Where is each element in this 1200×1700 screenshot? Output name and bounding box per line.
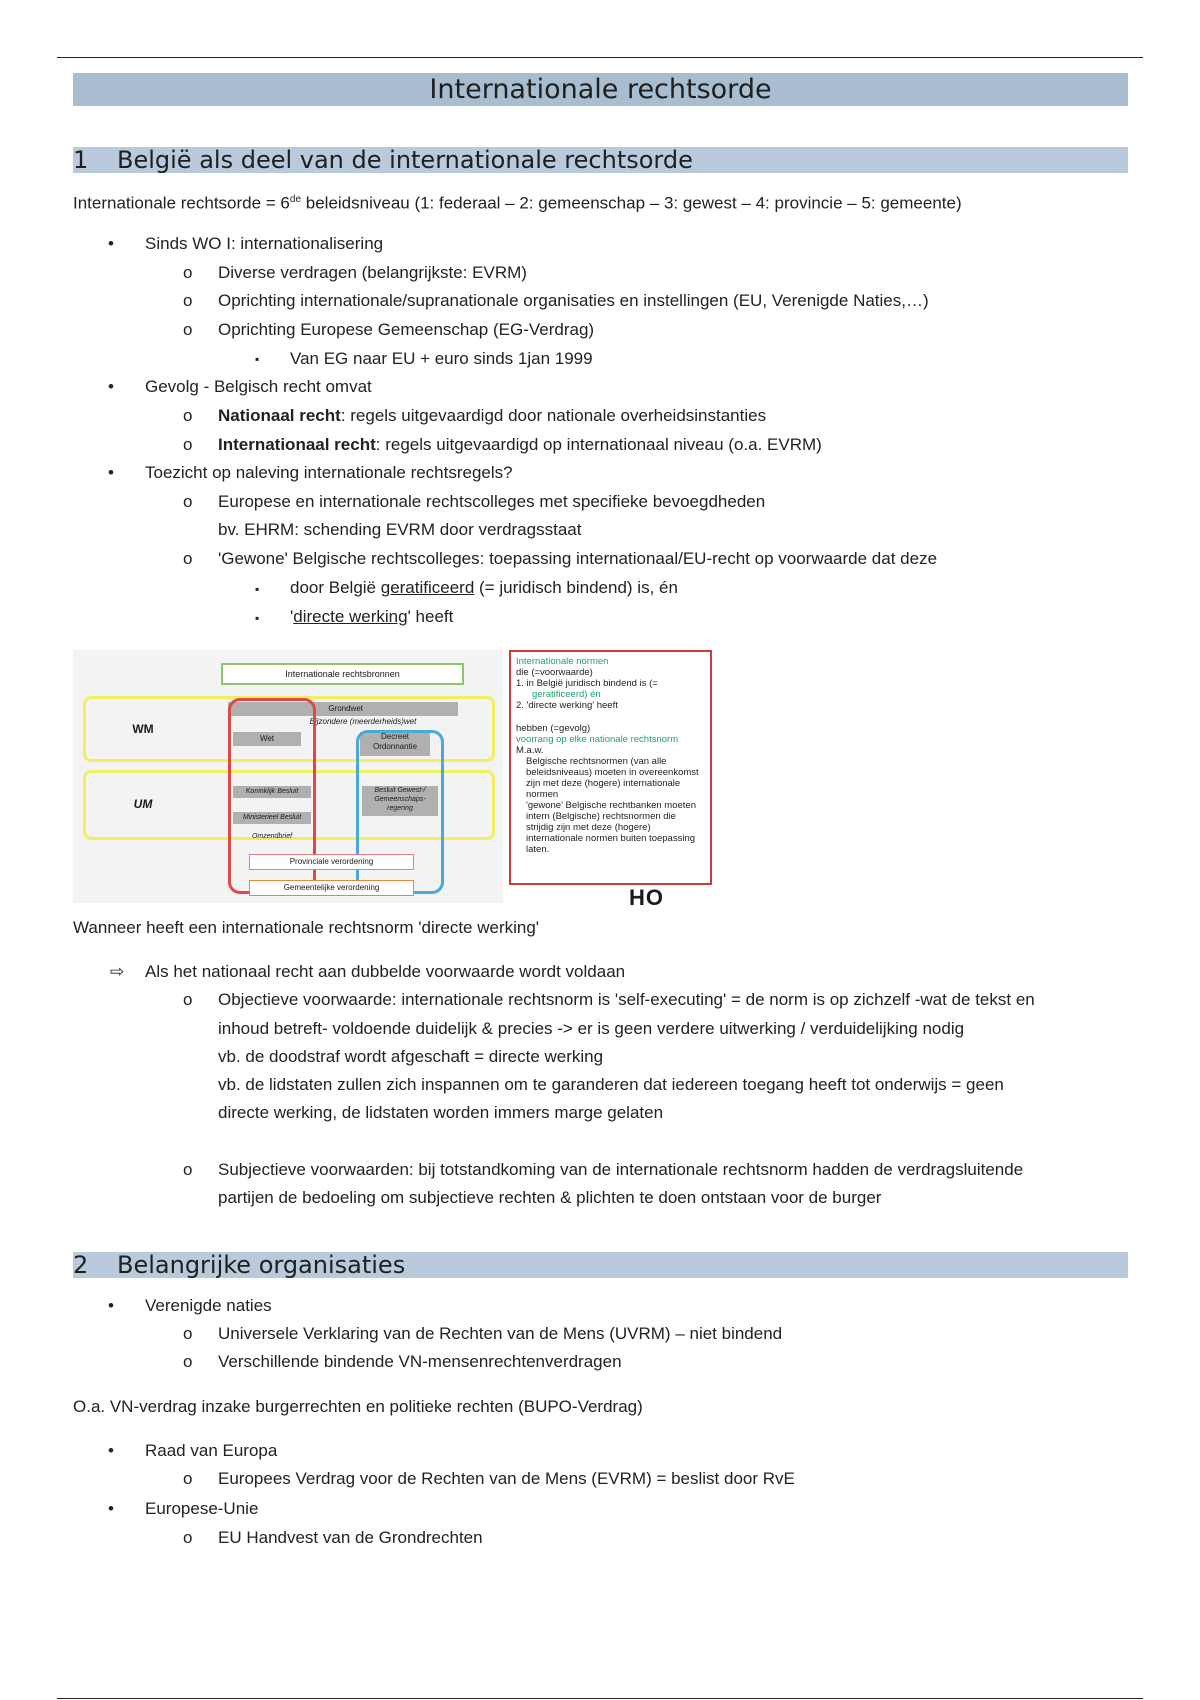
sub-line-1: Subjectieve voorwaarden: bij totstandkoming van de internationale rechtsnorm hadden de verdragsluitende <box>218 1160 1024 1179</box>
bullet-o: o <box>183 1324 193 1343</box>
intro-post: beleidsniveau (1: federaal – 2: gemeenschap – 3: gewest – 4: provincie – 5: gemeente) <box>301 193 962 213</box>
b3-1b-text: bv. EHRM: schending EVRM door verdragsstaat <box>218 520 582 539</box>
diagram-besluit-regering: Besluit Gewest-/ Gemeenschaps- regering <box>362 786 438 816</box>
section-1-number: 1 <box>73 146 89 174</box>
diagram-provinciale-verordening: Provinciale verordening <box>249 854 414 870</box>
section-2-number: 2 <box>73 1251 89 1279</box>
section-1-heading <box>73 147 1128 173</box>
note-box <box>509 650 712 885</box>
bullet-o: o <box>183 291 193 310</box>
b3-2-2-post: ' heeft <box>407 607 454 626</box>
diagram-international-sources: Internationale rechtsbronnen <box>221 663 464 685</box>
bullet-dot: • <box>108 1296 114 1315</box>
bullet-square: ▪ <box>255 582 260 596</box>
diagram-wet: Wet <box>233 732 301 746</box>
b2-text: Gevolg - Belgisch recht omvat <box>145 377 372 396</box>
bullet-dot: • <box>108 234 114 253</box>
b1-text: Sinds WO I: internationalisering <box>145 234 384 253</box>
section-1-title: België als deel van de internationale rechtsorde <box>117 146 693 174</box>
bullet-o: o <box>183 1160 193 1179</box>
diagram-bijzondere-wet: Bijzondere (meerderheids)wet <box>309 717 417 726</box>
note-line-4: geratificeerd) én <box>532 689 601 700</box>
sub-line-2: partijen de bedoeling om subjectieve rechten & plichten te doen ontstaan voor de burger <box>218 1188 882 1207</box>
bullet-o: o <box>183 435 193 454</box>
note-line-5: 2. 'directe werking' heeft <box>516 700 618 711</box>
s2-b1-text: Verenigde naties <box>145 1296 272 1315</box>
s2-oa-text: O.a. VN-verdrag inzake burgerrechten en politieke rechten (BUPO-Verdrag) <box>73 1397 643 1416</box>
b1-1-text: Diverse verdragen (belangrijkste: EVRM) <box>218 263 527 282</box>
b1-3-text: Oprichting Europese Gemeenschap (EG-Verdrag) <box>218 320 595 339</box>
b3-2-2-underlined: directe werking <box>293 607 408 626</box>
intro-pre: Internationale rechtsorde = 6 <box>73 193 290 213</box>
b3-2-1-text <box>290 578 678 598</box>
diagram-omzendbrief: Omzendbrief <box>251 833 293 840</box>
note-line-10: 'gewone' Belgische rechtbanken moeten intern (Belgische) rechtsnormen die strijdig zijn met deze (hogere) internationale normen buiten toepassing laten. <box>526 800 696 855</box>
directe-question: Wanneer heeft een internationale rechtsnorm 'directe werking' <box>73 918 540 937</box>
b3-2-1-underlined: geratificeerd <box>380 578 475 597</box>
b2-2-rest: : regels uitgevaardigd op internationaal niveau (o.a. EVRM) <box>375 435 822 454</box>
obj-line-4: vb. de lidstaten zullen zich inspannen om te garanderen dat iedereen toegang heeft tot onderwijs = geen <box>218 1075 1004 1094</box>
bullet-dot: • <box>108 463 114 482</box>
diagram-decreet: Decreet Ordonnantie <box>360 732 430 756</box>
bottom-rule <box>57 1698 1143 1699</box>
bullet-o: o <box>183 549 193 568</box>
bullet-dot: • <box>108 377 114 396</box>
b3-2-text: 'Gewone' Belgische rechtscolleges: toepassing internationaal/EU-recht op voorwaarde dat deze <box>218 549 938 568</box>
note-line-1: Internationale normen <box>516 656 609 667</box>
obj-line-3: vb. de doodstraf wordt afgeschaft = directe werking <box>218 1047 604 1066</box>
arrow-icon: ⇨ <box>110 962 125 981</box>
document-title-band <box>73 73 1128 106</box>
diagram-mb: Ministerieel Besluit <box>233 812 311 824</box>
bullet-o: o <box>183 406 193 425</box>
note-line-8: M.a.w. <box>516 745 544 756</box>
diagram-gemeentelijke-verordening: Gemeentelijke verordening <box>249 880 414 896</box>
bullet-o: o <box>183 320 193 339</box>
b2-2-text <box>218 435 822 455</box>
top-rule <box>57 57 1143 58</box>
diagram-grondwet: Grondwet <box>228 702 458 716</box>
s2-b2-1-text: Europees Verdrag voor de Rechten van de Mens (EVRM) = beslist door RvE <box>218 1469 795 1488</box>
note-line-6: hebben (=gevolg) <box>516 723 591 734</box>
b3-text: Toezicht op naleving internationale rechtsregels? <box>145 463 513 482</box>
note-line-2: die (=voorwaarde) <box>516 667 593 678</box>
diagram-wm-label: WM <box>132 722 154 736</box>
s2-b3-text: Europese-Unie <box>145 1499 259 1518</box>
b2-1-bold: Nationaal recht <box>218 406 341 425</box>
b3-2-2-pre: ' <box>290 607 294 626</box>
b3-2-2-text <box>290 607 453 627</box>
b3-2-1-pre: door België <box>290 578 381 597</box>
hierarchy-diagram <box>73 650 503 903</box>
obj-line-1: Objectieve voorwaarde: internationale rechtsnorm is 'self-executing' = de norm is op zichzelf -wat de tekst en <box>218 990 1035 1009</box>
obj-line-2: inhoud betreft- voldoende duidelijk & precies -> er is geen verdere uitwerking / verduidelijking nodig <box>218 1019 965 1038</box>
bullet-dot: • <box>108 1499 114 1518</box>
diagram-um-label: UM <box>133 797 153 811</box>
b2-2-bold: Internationaal recht <box>218 435 376 454</box>
s2-b1-2-text: Verschillende bindende VN-mensenrechtenverdragen <box>218 1352 622 1371</box>
s2-b1-1-text: Universele Verklaring van de Rechten van de Mens (UVRM) – niet bindend <box>218 1324 783 1343</box>
bullet-o: o <box>183 1352 193 1371</box>
bullet-o: o <box>183 263 193 282</box>
intro-line <box>73 190 962 214</box>
b2-1-text <box>218 406 766 426</box>
bullet-o: o <box>183 1528 193 1547</box>
bullet-square: ▪ <box>255 611 260 625</box>
bullet-dot: • <box>108 1441 114 1460</box>
b1-2-text: Oprichting internationale/supranationale organisaties en instellingen (EU, Verenigde Naties,…) <box>218 291 929 310</box>
b3-2-1-post: (= juridisch bindend) is, én <box>474 578 678 597</box>
b3-1a-text: Europese en internationale rechtscolleges met specifieke bevoegdheden <box>218 492 766 511</box>
note-line-3: 1. in België juridisch bindend is (= <box>516 678 658 689</box>
note-line-7: voorrang op elke nationale rechtsnorm <box>516 734 679 745</box>
ho-label: HO <box>629 885 664 910</box>
s2-b3-1-text: EU Handvest van de Grondrechten <box>218 1528 483 1547</box>
section-2-title: Belangrijke organisaties <box>117 1251 406 1279</box>
document-title: Internationale rechtsorde <box>429 74 772 105</box>
bullet-o: o <box>183 492 193 511</box>
note-line-9: Belgische rechtsnormen (van alle beleidsniveaus) moeten in overeenkomst zijn met deze (hogere) internationale normen <box>526 756 699 800</box>
bullet-square: ▪ <box>255 352 260 366</box>
intro-sup: de <box>289 194 302 205</box>
section-2-heading <box>73 1252 1128 1278</box>
b1-3-1-text: Van EG naar EU + euro sinds 1jan 1999 <box>290 349 593 368</box>
directe-arrow-text: Als het nationaal recht aan dubbelde voorwaarde wordt voldaan <box>145 962 626 981</box>
s2-b2-text: Raad van Europa <box>145 1441 278 1460</box>
obj-line-5: directe werking, de lidstaten worden immers marge gelaten <box>218 1103 664 1122</box>
b2-1-rest: : regels uitgevaardigd door nationale overheidsinstanties <box>340 406 767 425</box>
diagram-kb: Koninklijk Besluit <box>233 786 311 798</box>
bullet-o: o <box>183 1469 193 1488</box>
bullet-o: o <box>183 990 193 1009</box>
